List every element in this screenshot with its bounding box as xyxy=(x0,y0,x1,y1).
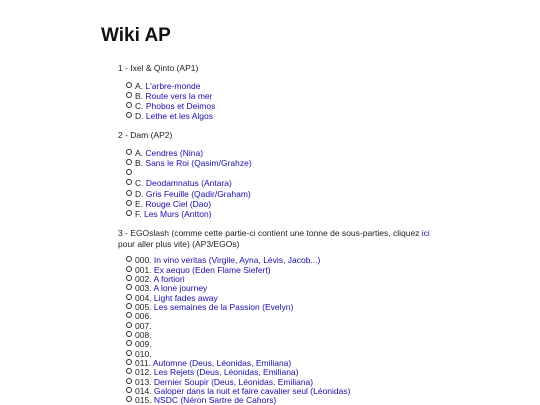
list-item-link[interactable]: Les Rejets (Deus, Léonidas, Emiliana) xyxy=(153,367,299,378)
circle-bullet-icon xyxy=(126,350,132,356)
list-item-number: 015. xyxy=(135,395,154,405)
section-1-list xyxy=(101,81,441,122)
circle-bullet-icon xyxy=(126,368,132,374)
circle-bullet-icon xyxy=(126,331,132,337)
circle-bullet-icon xyxy=(126,92,132,98)
list-item-number: 014. xyxy=(135,386,154,397)
circle-bullet-icon xyxy=(126,322,132,328)
circle-bullet-icon xyxy=(126,159,132,165)
list-item xyxy=(126,158,441,168)
circle-bullet-icon xyxy=(126,149,132,155)
circle-bullet-icon xyxy=(126,396,132,402)
list-item-link[interactable]: Sans le Roi (Qasim/Grahze) xyxy=(145,158,252,169)
circle-bullet-icon xyxy=(126,82,132,88)
list-item-link[interactable]: Route vers la mer xyxy=(145,90,213,101)
list-item xyxy=(126,209,441,219)
circle-bullet-icon xyxy=(126,359,132,365)
list-item xyxy=(126,322,441,331)
list-item-link[interactable]: Dernier Soupir (Deus, Léonidas, Emiliana) xyxy=(153,376,314,387)
list-item-number: B. xyxy=(135,90,146,101)
list-item-number: C. xyxy=(135,178,146,189)
circle-bullet-icon xyxy=(126,387,132,393)
section-2-title: 2 - Dam (AP2) xyxy=(118,130,173,141)
list-item xyxy=(126,148,441,158)
section-3-list xyxy=(101,256,441,405)
list-item-link[interactable]: Rouge Ciel (Dao) xyxy=(145,198,212,209)
circle-bullet-icon xyxy=(126,284,132,290)
list-item-number: 011. xyxy=(135,358,153,369)
list-item-link[interactable]: L'arbre-monde xyxy=(145,80,201,91)
list-item-number: F. xyxy=(135,209,144,220)
list-item-link[interactable]: Deodamnatus (Antara) xyxy=(145,178,232,189)
circle-bullet-icon xyxy=(126,303,132,309)
list-item xyxy=(126,91,441,101)
section-3-title-text: 3 - EGOslash (comme cette partie-ci contient une tonne de sous-parties, cliquez xyxy=(118,228,422,239)
list-item-number: 007. xyxy=(135,320,152,331)
list-item-number: 006. xyxy=(135,311,152,322)
section-1-title: 1 - Ixel & Qinto (AP1) xyxy=(118,63,199,73)
section-3-title-text-2: pour aller plus vite) (AP3/EGOs) xyxy=(118,238,240,249)
list-item xyxy=(126,312,441,321)
list-item-link[interactable]: NSDC (Néron Sartre de Cahors) xyxy=(153,395,277,405)
list-item-link[interactable]: Lethe et les Algos xyxy=(145,111,213,122)
circle-bullet-icon xyxy=(126,378,132,384)
list-item-number: 004. xyxy=(135,292,154,303)
list-item-link[interactable]: Gris Feuille (Qadir/Graham) xyxy=(145,188,251,199)
list-item xyxy=(126,199,441,209)
circle-bullet-icon xyxy=(126,294,132,300)
list-item-link[interactable]: A lone journey xyxy=(153,283,208,294)
list-item-number: 002. xyxy=(135,273,154,284)
list-item-link[interactable]: Automne (Deus, Léonidas, Emiliana) xyxy=(152,358,292,369)
list-item-link[interactable]: Galoper dans la nuit et faire cavalier seul (Léonidas) xyxy=(153,386,351,397)
list-item-link[interactable]: Light fades away xyxy=(153,292,218,303)
list-item-number: A. xyxy=(135,147,146,158)
list-item-number: D. xyxy=(135,111,146,122)
wiki-content xyxy=(101,24,441,405)
circle-bullet-icon xyxy=(126,200,132,206)
circle-bullet-icon xyxy=(126,190,132,196)
list-item xyxy=(126,81,441,91)
list-item-number: A. xyxy=(135,80,146,91)
list-item-link[interactable]: Phobos et Deimos xyxy=(145,100,216,111)
list-item-link[interactable]: Cendres (Nina) xyxy=(145,147,204,158)
list-item-number: E. xyxy=(135,198,146,209)
list-item-link[interactable]: In vino veritas (Virgile, Ayna, Lévis, Jacob...) xyxy=(153,255,321,266)
page-title: Wiki AP xyxy=(101,25,171,46)
section-2-list xyxy=(101,148,441,219)
list-item xyxy=(126,331,441,340)
circle-bullet-icon xyxy=(126,210,132,216)
circle-bullet-icon xyxy=(126,256,132,262)
list-item xyxy=(126,101,441,111)
list-item-number: D. xyxy=(135,188,146,199)
list-item xyxy=(126,396,441,405)
list-item xyxy=(126,189,441,199)
list-item-link[interactable]: A fortiori xyxy=(153,273,185,284)
circle-bullet-icon xyxy=(126,112,132,118)
list-item-number: C. xyxy=(135,100,146,111)
section-3-shortcut-link[interactable]: ici xyxy=(421,228,430,239)
circle-bullet-icon xyxy=(126,169,132,175)
list-item-number: 000. xyxy=(135,255,154,266)
list-item xyxy=(126,303,441,312)
circle-bullet-icon xyxy=(126,102,132,108)
list-item-number: 005. xyxy=(135,301,154,312)
circle-bullet-icon xyxy=(126,275,132,281)
list-item xyxy=(126,111,441,121)
list-item-number: 003. xyxy=(135,283,154,294)
list-item xyxy=(126,178,441,188)
circle-bullet-icon xyxy=(126,340,132,346)
list-item-link[interactable]: Ex aequo (Eden Flame Siefert) xyxy=(153,264,271,275)
list-item-number: 008. xyxy=(135,329,152,340)
list-item-number: 010. xyxy=(135,348,152,359)
circle-bullet-icon xyxy=(126,266,132,272)
list-item-number: B. xyxy=(135,158,146,169)
section-3-title xyxy=(118,228,441,249)
circle-bullet-icon xyxy=(126,179,132,185)
list-item-number: 012. xyxy=(135,367,154,378)
list-item-number: 001. xyxy=(135,264,154,275)
list-item xyxy=(126,168,441,178)
list-item-number: 013. xyxy=(135,376,154,387)
circle-bullet-icon xyxy=(126,312,132,318)
list-item-link[interactable]: Les semaines de la Passion (Evelyn) xyxy=(153,301,294,312)
list-item-number: 009. xyxy=(135,339,152,350)
list-item-link[interactable]: Les Murs (Antton) xyxy=(143,209,212,220)
list-item xyxy=(126,340,441,349)
